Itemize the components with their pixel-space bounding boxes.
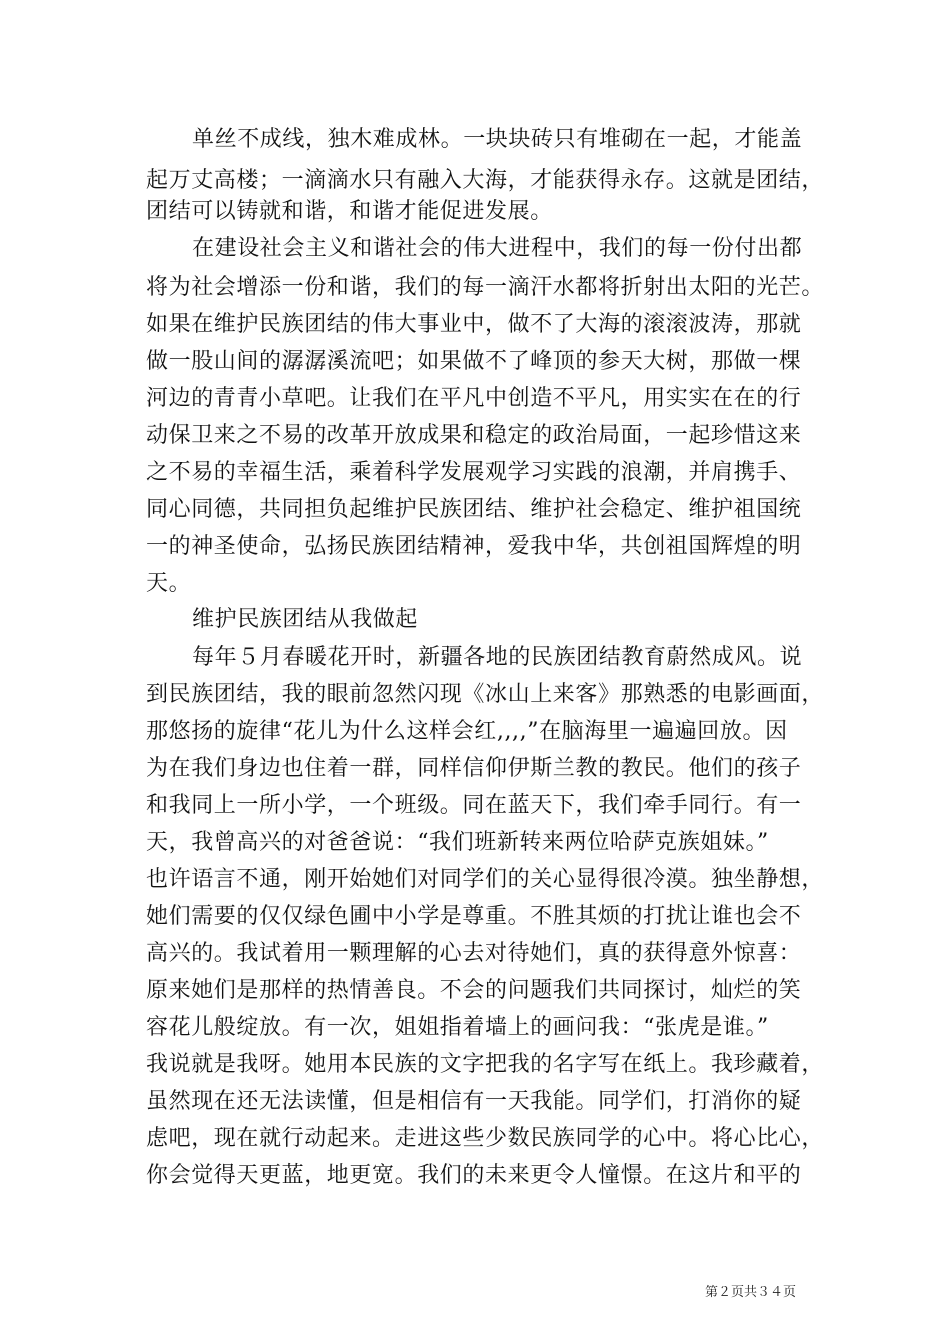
- text-line: 单丝不成线，独木难成林。一块块砖只有堆砌在一起，才能盖: [192, 127, 803, 152]
- text-line: 同心同德，共同担负起维护民族团结、维护社会稳定、维护祖国统: [146, 497, 802, 522]
- text-line: 河边的青青小草吧。让我们在平凡中创造不平凡，用实实在在的行: [146, 386, 802, 411]
- text-line: 之不易的幸福生活，乘着科学发展观学习实践的浪潮，并肩携手、: [146, 460, 802, 485]
- text-line: 也许语言不通，刚开始她们对同学们的关心显得很冷漠。独坐静想，: [146, 867, 825, 892]
- text-line: 你会觉得天更蓝，地更宽。我们的未来更令人憧憬。在这片和平的: [146, 1163, 802, 1188]
- text-line: 如果在维护民族团结的伟大事业中，做不了大海的滚滚波涛，那就: [146, 312, 802, 337]
- text-line: 起万丈高楼；一滴滴水只有融入大海，才能获得永存。这就是团结，: [146, 168, 825, 193]
- text-line: 为在我们身边也住着一群，同样信仰伊斯兰教的教民。他们的孩子: [146, 756, 802, 781]
- page-number: 第２页共３４页: [705, 1285, 797, 1300]
- text-line: 容花儿般绽放。有一次，姐姐指着墙上的画问我：“张虎是谁。”: [146, 1015, 769, 1040]
- text-line: 到民族团结，我的眼前忽然闪现《冰山上来客》那熟悉的电影画面，: [146, 682, 825, 707]
- text-line: 她们需要的仅仅绿色圃中小学是尊重。不胜其烦的打扰让谁也会不: [146, 904, 802, 929]
- text-line: 虽然现在还无法读懂，但是相信有一天我能。同学们，打消你的疑: [146, 1089, 802, 1114]
- text-line: 在建设社会主义和谐社会的伟大进程中，我们的每一份付出都: [192, 236, 803, 261]
- section-heading: 维护民族团结从我做起: [192, 607, 419, 632]
- text-line: 那悠扬的旋律“花儿为什么这样会红,,,,”在脑海里一遍遍回放。因: [146, 719, 788, 744]
- text-line: 动保卫来之不易的改革开放成果和稳定的政治局面，一起珍惜这来: [146, 423, 802, 448]
- text-line: 虑吧，现在就行动起来。走进这些少数民族同学的心中。将心比心，: [146, 1126, 825, 1151]
- text-line: 每年５月春暖花开时，新疆各地的民族团结教育蔚然成风。说: [192, 645, 803, 670]
- text-line: 天，我曾高兴的对爸爸说：“我们班新转来两位哈萨克族姐妹。”: [146, 830, 769, 855]
- text-line: 和我同上一所小学，一个班级。同在蓝天下，我们牵手同行。有一: [146, 793, 802, 818]
- text-line: 高兴的。我试着用一颗理解的心去对待她们，真的获得意外惊喜：: [146, 941, 802, 966]
- text-line: 团结可以铸就和谐，和谐才能促进发展。: [146, 199, 553, 224]
- text-line: 我说就是我呀。她用本民族的文字把我的名字写在纸上。我珍藏着，: [146, 1052, 825, 1077]
- text-line: 做一股山间的潺潺溪流吧；如果做不了峰顶的参天大树，那做一棵: [146, 349, 802, 374]
- text-line: 天。: [146, 571, 192, 596]
- text-line: 一的神圣使命，弘扬民族团结精神，爱我中华，共创祖国辉煌的明: [146, 534, 802, 559]
- text-line: 将为社会增添一份和谐，我们的每一滴汗水都将折射出太阳的光芒。: [146, 275, 825, 300]
- text-line: 原来她们是那样的热情善良。不会的问题我们共同探讨，灿烂的笑: [146, 978, 802, 1003]
